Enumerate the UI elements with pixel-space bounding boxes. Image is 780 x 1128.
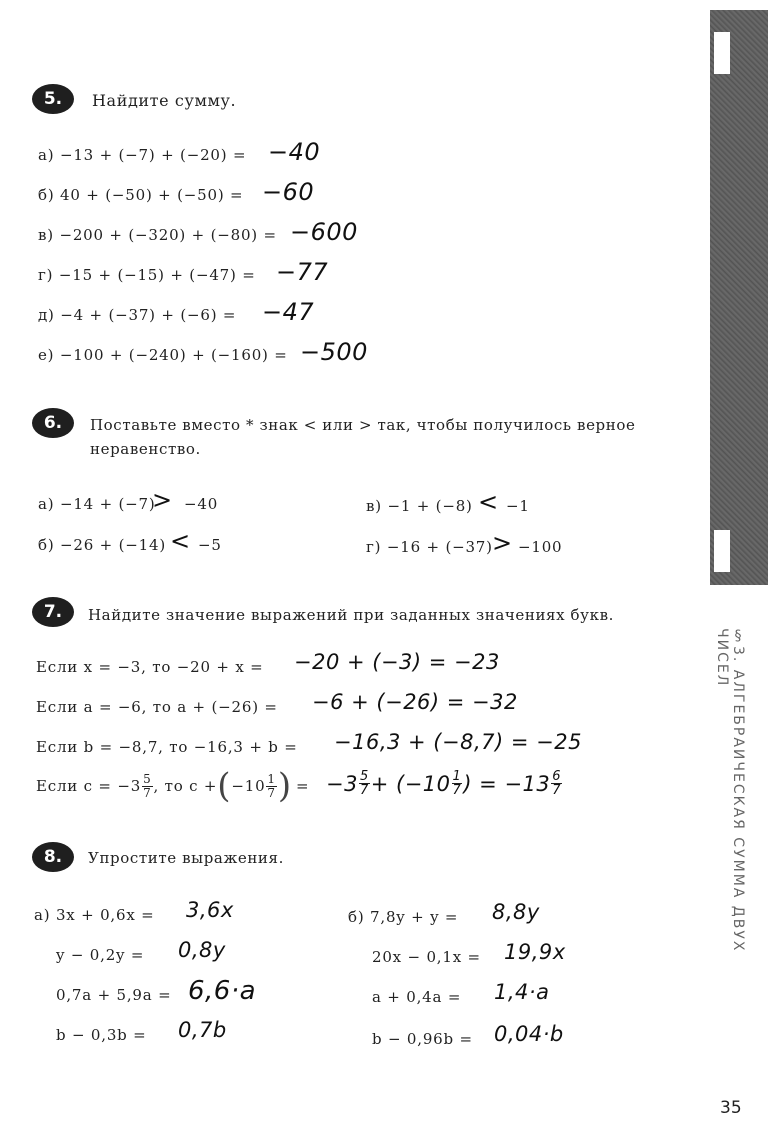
task-7-row4-suffix: = bbox=[295, 777, 310, 795]
task-8-badge: 8. bbox=[32, 842, 74, 872]
task-5e-answer: −47 bbox=[262, 298, 315, 326]
task-6a-rhs: −40 bbox=[184, 495, 219, 513]
task-6-badge: 6. bbox=[32, 408, 74, 438]
fraction-numerator: 6 bbox=[552, 769, 562, 784]
fraction-numerator: 5 bbox=[143, 771, 152, 786]
task-5b-answer: −60 bbox=[262, 178, 315, 206]
task-8a-answer-1: 3,6x bbox=[186, 898, 234, 922]
answer-part-a: −3 bbox=[326, 771, 358, 796]
task-7-row2-answer: −6 + (−26) = −32 bbox=[312, 690, 518, 714]
task-6a-expression: а) −14 + (−7) bbox=[38, 495, 156, 513]
task-8a-answer-3: 6,6·a bbox=[188, 976, 257, 1006]
task-7-row3-expression: Если b = −8,7, то −16,3 + b = bbox=[36, 738, 298, 756]
task-8b-answer-3: 1,4·a bbox=[494, 980, 550, 1004]
task-7-row2-expression: Если a = −6, то a + (−26) = bbox=[36, 698, 278, 716]
task-5f-expression: е) −100 + (−240) + (−160) = bbox=[38, 346, 288, 364]
fraction-denominator: 7 bbox=[267, 785, 276, 800]
answer-fraction-1 bbox=[359, 770, 370, 797]
task-7-row4-inner: −10 bbox=[231, 777, 266, 795]
task-7-title: Найдите значение выражений при заданных значениях букв. bbox=[88, 606, 614, 624]
task-8-title: Упростите выражения. bbox=[88, 849, 284, 867]
task-8b-expression-2: 20x − 0,1x = bbox=[372, 948, 481, 966]
fraction-denominator: 7 bbox=[552, 783, 562, 798]
task-6d-sign: > bbox=[492, 529, 513, 557]
task-5c-expression: в) −200 + (−320) + (−80) = bbox=[38, 226, 277, 244]
task-6a-sign: > bbox=[152, 486, 173, 514]
task-7-row4-middle: , то c + bbox=[153, 777, 218, 795]
task-5f-answer: −500 bbox=[300, 338, 368, 366]
task-6b-rhs: −5 bbox=[198, 536, 222, 554]
task-6b-sign: < bbox=[170, 527, 191, 555]
task-8a-answer-2: 0,8y bbox=[178, 938, 226, 962]
chapter-vertical-title: §3. АЛГЕБРАИЧЕСКАЯ СУММА ДВУХ ЧИСЕЛ bbox=[714, 628, 746, 953]
right-paren-glyph: ) bbox=[277, 766, 292, 806]
task-8b-expression-3: a + 0,4a = bbox=[372, 988, 462, 1006]
fraction-denominator: 7 bbox=[452, 783, 462, 798]
task-6-title-line1: Поставьте вместо * знак < или > так, чтобы получилось верное bbox=[90, 416, 636, 434]
task-8b-answer-4: 0,04·b bbox=[494, 1022, 564, 1046]
task-7-row4-fraction-2 bbox=[266, 773, 276, 800]
task-8a-expression-3: 0,7a + 5,9a = bbox=[56, 986, 172, 1004]
left-paren-glyph: ( bbox=[217, 766, 232, 806]
chapter-sidebar-band bbox=[710, 10, 768, 585]
task-6c-rhs: −1 bbox=[506, 497, 530, 515]
task-7-row4-fraction-1 bbox=[142, 773, 152, 800]
answer-part-b: + (−10 bbox=[370, 771, 451, 796]
task-5b-expression: б) 40 + (−50) + (−50) = bbox=[38, 186, 244, 204]
task-7-row4-prefix: Если c = −3 bbox=[36, 777, 142, 795]
sidebar-tab-top bbox=[714, 32, 730, 74]
fraction-numerator: 1 bbox=[267, 771, 276, 786]
fraction-denominator: 7 bbox=[359, 783, 369, 798]
task-6b-expression: б) −26 + (−14) bbox=[38, 536, 166, 554]
task-5a-expression: а) −13 + (−7) + (−20) = bbox=[38, 146, 247, 164]
task-7-row1-answer: −20 + (−3) = −23 bbox=[294, 650, 500, 674]
task-7-row3-answer: −16,3 + (−8,7) = −25 bbox=[334, 730, 582, 754]
task-5d-expression: г) −15 + (−15) + (−47) = bbox=[38, 266, 256, 284]
task-6c-sign: < bbox=[478, 488, 499, 516]
task-7-row1-expression: Если x = −3, то −20 + x = bbox=[36, 658, 264, 676]
fraction-numerator: 5 bbox=[359, 769, 369, 784]
task-8b-expression-4: b − 0,96b = bbox=[372, 1030, 473, 1048]
task-8a-expression-2: y − 0,2y = bbox=[56, 946, 145, 964]
task-7-badge: 7. bbox=[32, 597, 74, 627]
task-6-title-line2: неравенство. bbox=[90, 440, 201, 458]
task-5-badge: 5. bbox=[32, 84, 74, 114]
fraction-numerator: 1 bbox=[452, 769, 462, 784]
task-6d-expression: г) −16 + (−37) bbox=[366, 538, 493, 556]
task-8a-answer-4: 0,7b bbox=[178, 1018, 227, 1042]
task-5-title: Найдите сумму. bbox=[92, 91, 237, 110]
task-8b-answer-1: 8,8y bbox=[492, 900, 540, 924]
task-5e-expression: д) −4 + (−37) + (−6) = bbox=[38, 306, 237, 324]
task-7-row4-expression bbox=[36, 766, 309, 806]
task-6c-expression: в) −1 + (−8) bbox=[366, 497, 473, 515]
task-5a-answer: −40 bbox=[268, 138, 321, 166]
page-number: 35 bbox=[720, 1098, 742, 1118]
task-5d-answer: −77 bbox=[276, 258, 329, 286]
task-8b-answer-2: 19,9x bbox=[504, 940, 566, 964]
task-8b-expression-1: б) 7,8y + y = bbox=[348, 908, 459, 926]
task-8a-expression-1: а) 3x + 0,6x = bbox=[34, 906, 155, 924]
task-7-row4-answer bbox=[326, 770, 563, 797]
task-5c-answer: −600 bbox=[290, 218, 358, 246]
answer-fraction-3 bbox=[551, 770, 562, 797]
sidebar-tab-bottom bbox=[714, 530, 730, 572]
task-6d-rhs: −100 bbox=[518, 538, 563, 556]
task-8a-expression-4: b − 0,3b = bbox=[56, 1026, 147, 1044]
fraction-denominator: 7 bbox=[143, 785, 152, 800]
answer-fraction-2 bbox=[452, 770, 463, 797]
answer-part-c: ) = −13 bbox=[463, 771, 551, 796]
